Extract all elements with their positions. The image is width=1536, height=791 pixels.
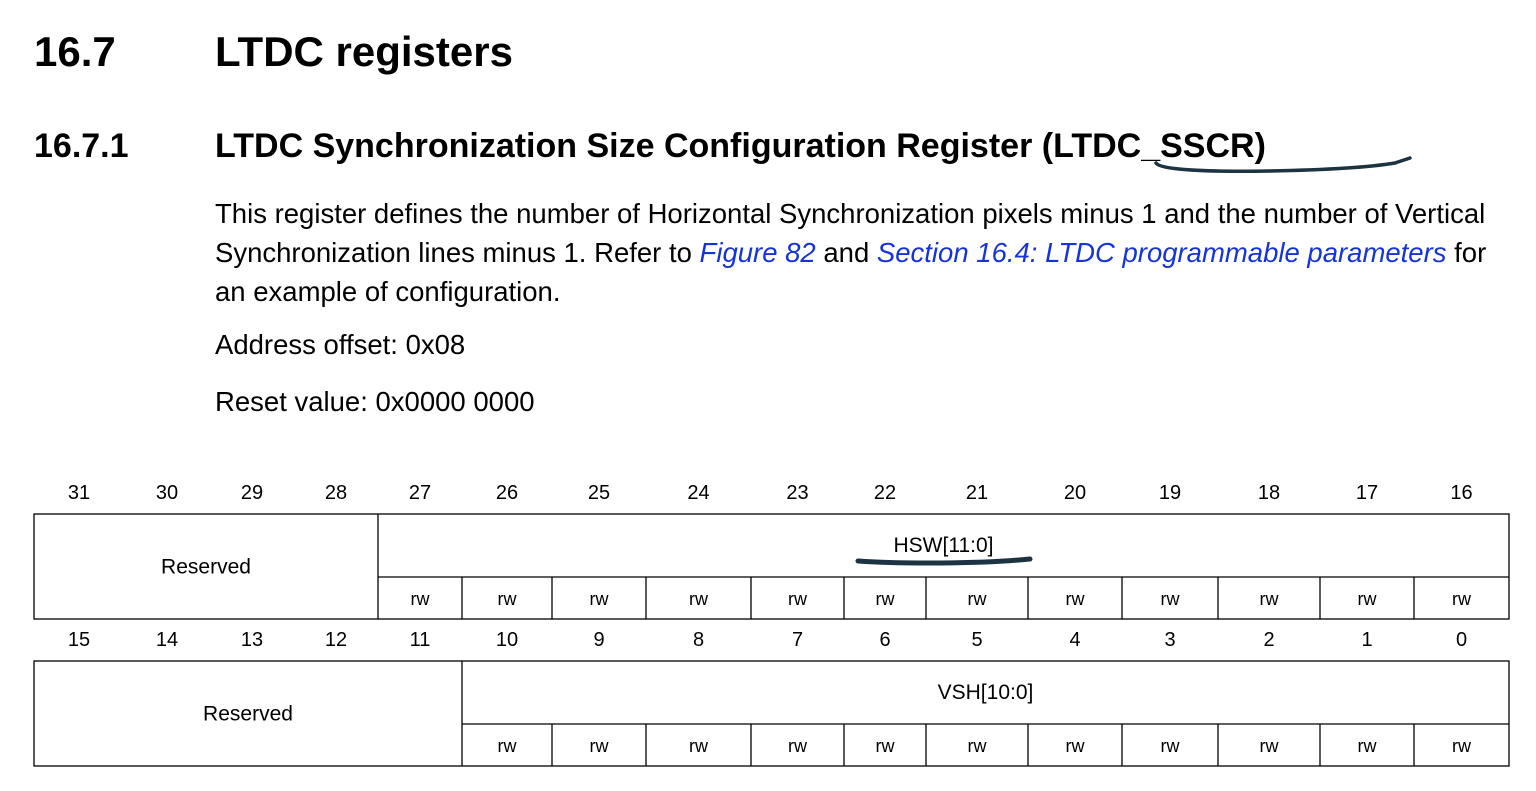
lower-access-8: rw bbox=[1259, 736, 1279, 756]
bit-number-4: 4 bbox=[1069, 629, 1081, 651]
lower-access-10: rw bbox=[1452, 736, 1471, 756]
reset-value: Reset value: 0x0000 0000 bbox=[215, 386, 535, 417]
bit-number-8: 8 bbox=[692, 629, 705, 651]
section-number: 16.7 bbox=[34, 28, 116, 75]
upper-access-1: rw bbox=[497, 589, 517, 609]
bit-number-30: 30 bbox=[155, 482, 179, 504]
upper-access-2: rw bbox=[589, 589, 609, 609]
lower-access-6: rw bbox=[1065, 736, 1085, 756]
bit-number-24: 24 bbox=[687, 482, 710, 504]
bit-number-29: 29 bbox=[240, 482, 264, 504]
bit-number-18: 18 bbox=[1257, 482, 1281, 504]
bit-number-13: 13 bbox=[240, 629, 264, 651]
bit-number-25: 25 bbox=[587, 482, 611, 504]
bit-number-27: 27 bbox=[408, 482, 432, 504]
upper-access-5: rw bbox=[875, 589, 895, 609]
description-text-1: This register defines the number of Horizontal Synchronization pixels minus 1 and the number of Vertical Synchronization lines minus 1. Refer to bbox=[215, 198, 1486, 268]
upper-reserved-label: Reserved bbox=[161, 555, 251, 579]
lower-access-4: rw bbox=[875, 736, 895, 756]
address-offset: Address offset: 0x08 bbox=[215, 329, 466, 360]
bit-number-14: 14 bbox=[155, 629, 179, 651]
bit-number-20: 20 bbox=[1063, 482, 1087, 504]
hsw-field-label: HSW[11:0] bbox=[893, 534, 994, 557]
subsection-title-prefix: LTDC Synchronization Size Configuration Register ( bbox=[215, 127, 1054, 165]
bit-number-28: 28 bbox=[324, 482, 348, 504]
lower-access-0: rw bbox=[497, 736, 517, 756]
upper-register-frame bbox=[34, 514, 1509, 619]
lower-access-7: rw bbox=[1160, 736, 1180, 756]
bit-number-12: 12 bbox=[324, 629, 348, 651]
bit-number-21: 21 bbox=[965, 482, 989, 504]
bit-number-23: 23 bbox=[786, 482, 809, 504]
lower-access-9: rw bbox=[1357, 736, 1377, 756]
bit-number-9: 9 bbox=[593, 629, 605, 651]
upper-access-4: rw bbox=[788, 589, 807, 609]
upper-access-7: rw bbox=[1065, 589, 1085, 609]
section-title: LTDC registers bbox=[215, 28, 513, 75]
upper-access-11: rw bbox=[1452, 589, 1471, 609]
upper-access-3: rw bbox=[689, 589, 708, 609]
bit-number-1: 1 bbox=[1361, 629, 1373, 651]
upper-access-0: rw bbox=[410, 589, 430, 609]
subsection-title-suffix: ) bbox=[1254, 127, 1266, 165]
section-16-4-link[interactable]: Section 16.4: LTDC programmable parameters bbox=[876, 237, 1447, 268]
bit-number-26: 26 bbox=[495, 482, 519, 504]
description-text-2: and bbox=[815, 237, 877, 268]
bit-number-31: 31 bbox=[67, 482, 91, 504]
bit-number-11: 11 bbox=[409, 629, 431, 651]
bit-number-3: 3 bbox=[1164, 629, 1176, 651]
upper-access-10: rw bbox=[1357, 589, 1377, 609]
upper-access-6: rw bbox=[967, 589, 987, 609]
bit-number-16: 16 bbox=[1450, 482, 1473, 504]
figure-82-link[interactable]: Figure 82 bbox=[699, 237, 816, 268]
bit-number-0: 0 bbox=[1455, 629, 1468, 651]
lower-access-1: rw bbox=[589, 736, 609, 756]
description-text-3: for an example of configuration. bbox=[215, 237, 1487, 307]
lower-access-3: rw bbox=[788, 736, 807, 756]
subsection-number: 16.7.1 bbox=[34, 127, 129, 165]
lower-access-5: rw bbox=[967, 736, 987, 756]
bit-number-22: 22 bbox=[873, 482, 897, 504]
lower-access-2: rw bbox=[689, 736, 708, 756]
bit-number-10: 10 bbox=[495, 629, 519, 651]
bit-number-17: 17 bbox=[1355, 482, 1379, 504]
upper-access-9: rw bbox=[1259, 589, 1279, 609]
bit-number-15: 15 bbox=[67, 629, 91, 651]
register-name: LTDC_SSCR bbox=[1053, 127, 1255, 165]
upper-access-8: rw bbox=[1160, 589, 1180, 609]
bit-number-5: 5 bbox=[971, 629, 983, 651]
bit-number-19: 19 bbox=[1158, 482, 1182, 504]
lower-reserved-label: Reserved bbox=[203, 702, 293, 726]
bit-number-2: 2 bbox=[1263, 629, 1275, 651]
bit-number-6: 6 bbox=[879, 629, 891, 651]
bit-number-7: 7 bbox=[791, 629, 804, 651]
vsh-field-label: VSH[10:0] bbox=[937, 681, 1034, 704]
